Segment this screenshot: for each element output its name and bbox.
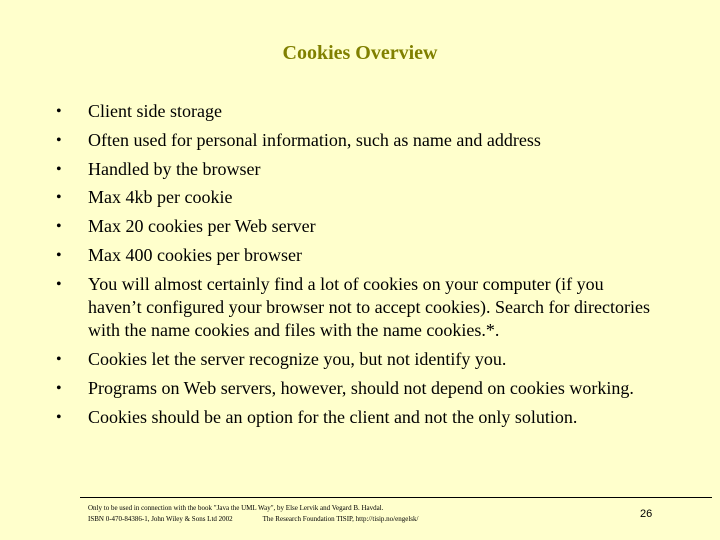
bullet-item [56,129,656,152]
bullet-marker: • [56,131,62,149]
bullet-marker: • [56,246,62,264]
bullet-text: Programs on Web servers, however, should not depend on cookies working. [88,377,634,398]
bullet-marker: • [56,160,62,178]
bullet-item [56,273,656,343]
page-number: 26 [640,508,653,520]
bullet-marker: • [56,379,62,397]
footer-credits [88,503,558,525]
footer-isbn: ISBN 0-470-84386-1, John Wiley & Sons Ltd 2002 [88,515,233,523]
bullet-text: Client side storage [88,101,222,121]
bullet-text: Cookies should be an option for the client and not the only solution. [88,406,578,427]
footer-divider [80,497,712,498]
bullet-item [56,100,656,123]
bullet-item [56,406,656,429]
bullet-list [56,100,656,434]
bullet-marker: • [56,350,62,368]
bullet-text: Max 4kb per cookie [88,187,233,208]
slide-title: Cookies Overview [282,42,438,64]
bullet-item [56,377,656,400]
bullet-item [56,158,656,181]
footer-line-2 [88,514,558,525]
bullet-text: Cookies let the server recognize you, but not identify you. [88,348,507,369]
bullet-text: You will almost certainly find a lot of cookies on your computer (if you haven’t configured your browser not to accept cookies). Search for directories with the name cookies and files with the name cookies.*. [88,273,650,341]
bullet-item [56,186,656,209]
bullet-marker: • [56,408,62,426]
footer-foundation: The Research Foundation TISIP, http://tisip.no/engelsk/ [262,515,419,523]
bullet-text: Often used for personal information, such as name and address [88,129,541,150]
bullet-marker: • [56,275,62,293]
bullet-marker: • [56,189,62,207]
bullet-text: Max 400 cookies per browser [88,244,302,265]
bullet-item [56,348,656,371]
bullet-marker: • [56,218,62,236]
bullet-text: Max 20 cookies per Web server [88,216,316,237]
bullet-item [56,244,656,267]
bullet-text: Handled by the browser [88,158,261,179]
bullet-marker: • [56,103,62,120]
footer-line-1: Only to be used in connection with the book "Java the UML Way", by Else Lervik and Vegard B. Havdal. [88,504,384,512]
bullet-item [56,215,656,238]
